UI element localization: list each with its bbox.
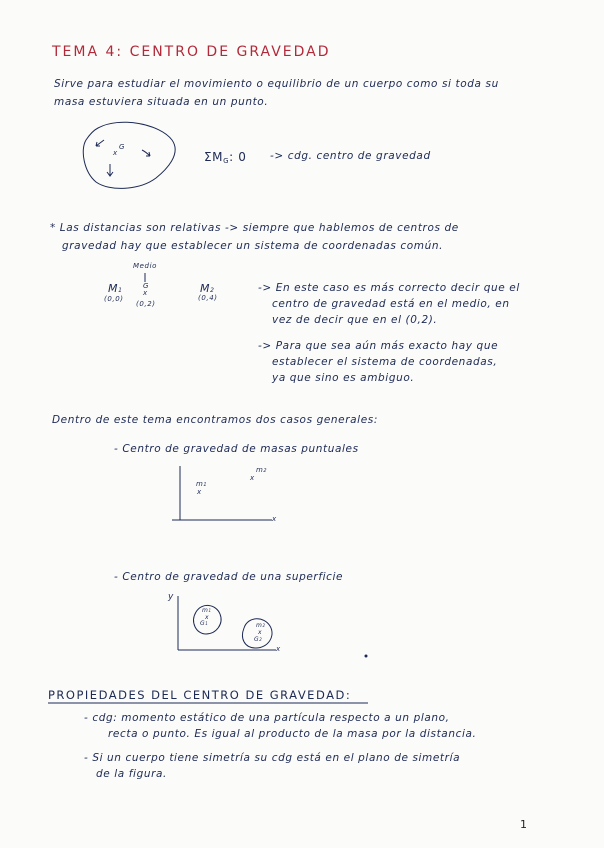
mass1-coord: (0,0) [104, 295, 124, 303]
case2-label: - Centro de gravedad de una superficie [114, 571, 344, 583]
mass2-coord: (0,4) [198, 294, 218, 302]
explanation1-line-3: vez de decir que en el (0,2). [272, 314, 438, 326]
page-title: TEMA 4: CENTRO DE GRAVEDAD [52, 44, 331, 60]
case2-g2-symbol: G [254, 636, 260, 643]
case1-label: - Centro de gravedad de masas puntuales [114, 443, 359, 455]
intro-line-1: Sirve para estudiar el movimiento o equilibrio de un cuerpo como si toda su [54, 78, 499, 90]
case2-g1 [200, 620, 208, 627]
explanation1-line-1: -> En este caso es más correcto decir que el [258, 282, 520, 294]
case2-m2 [256, 622, 266, 629]
mass1-symbol: M [108, 282, 119, 295]
case2-g1-point: x [205, 614, 210, 621]
note-line-1: * Las distancias son relativas -> siempre que hablemos de centros de [50, 222, 459, 234]
case2-y-axis-label: y [168, 592, 174, 602]
blob1-g-label: G [119, 143, 126, 151]
case2-g1-subscript: 1 [205, 621, 209, 626]
equation-subscript: G [223, 157, 230, 165]
case1-m2-subscript: 2 [263, 468, 268, 474]
case2-x-axis-label: x [276, 645, 281, 653]
equation-sum-moments: ΣM [204, 150, 224, 164]
mid-x-mark: x [143, 289, 148, 297]
case1-m2 [256, 466, 267, 474]
intro-line-2: masa estuviera situada en un punto. [54, 96, 269, 108]
property1-line-2: recta o punto. Es igual al producto de la masa por la distancia. [108, 728, 477, 740]
case2-g2-subscript: 2 [259, 637, 263, 642]
case2-m1-subscript: 1 [208, 608, 212, 613]
equation-arrow-text: -> cdg. centro de gravedad [270, 150, 431, 162]
arrow-down [107, 164, 113, 176]
blob1-x-mark: x [113, 149, 118, 157]
mass2-subscript: 2 [210, 287, 215, 294]
case2-m2-symbol: m [256, 622, 263, 629]
case1-x-axis-label: x [272, 515, 277, 523]
case1-m2-symbol: m [256, 466, 264, 474]
mass1-subscript: 1 [118, 287, 123, 294]
explanation2-line-2: establecer el sistema de coordenadas, [272, 356, 498, 368]
curved-arrow-right [142, 150, 150, 156]
mid-g-label: G [143, 282, 150, 290]
equation-lhs [204, 150, 246, 165]
explanation1-line-2: centro de gravedad está en el medio, en [272, 298, 510, 310]
case2-g1-symbol: G [200, 620, 206, 627]
page-number: 1 [520, 818, 528, 831]
case1-m1-subscript: 1 [203, 482, 208, 488]
property2-line-1: - Si un cuerpo tiene simetría su cdg está en el plano de simetría [84, 752, 461, 764]
mass2-symbol: M [200, 282, 211, 295]
case1-m1 [196, 480, 207, 488]
explanation2-line-1: -> Para que sea aún más exacto hay que [258, 340, 499, 352]
explanation2-line-3: ya que sino es ambiguo. [272, 372, 415, 384]
case1-m1-symbol: m [196, 480, 204, 488]
body-outline-sketch [83, 122, 175, 188]
case2-m1 [202, 607, 212, 614]
ink-dot [365, 655, 368, 658]
properties-title: PROPIEDADES DEL CENTRO DE GRAVEDAD: [48, 688, 352, 702]
case1-m1-point: x [197, 488, 202, 496]
case2-g2-point: x [258, 629, 263, 636]
case2-m1-symbol: m [202, 607, 209, 614]
curved-arrow-up-left [96, 140, 104, 146]
mass1-label [108, 282, 123, 295]
mid-coord: (0,2) [136, 300, 156, 308]
note-line-2: gravedad hay que establecer un sistema de coordenadas común. [62, 240, 444, 252]
equation-rhs: : 0 [229, 150, 247, 164]
cases-intro: Dentro de este tema encontramos dos casos generales: [52, 414, 378, 426]
property2-line-2: de la figura. [96, 768, 167, 780]
case2-m2-subscript: 2 [262, 623, 266, 628]
property1-line-1: - cdg: momento estático de una partícula respecto a un plano, [84, 712, 450, 724]
case2-g2 [254, 636, 262, 643]
case1-m2-point: x [250, 474, 255, 482]
medio-label: Medio [133, 262, 158, 270]
